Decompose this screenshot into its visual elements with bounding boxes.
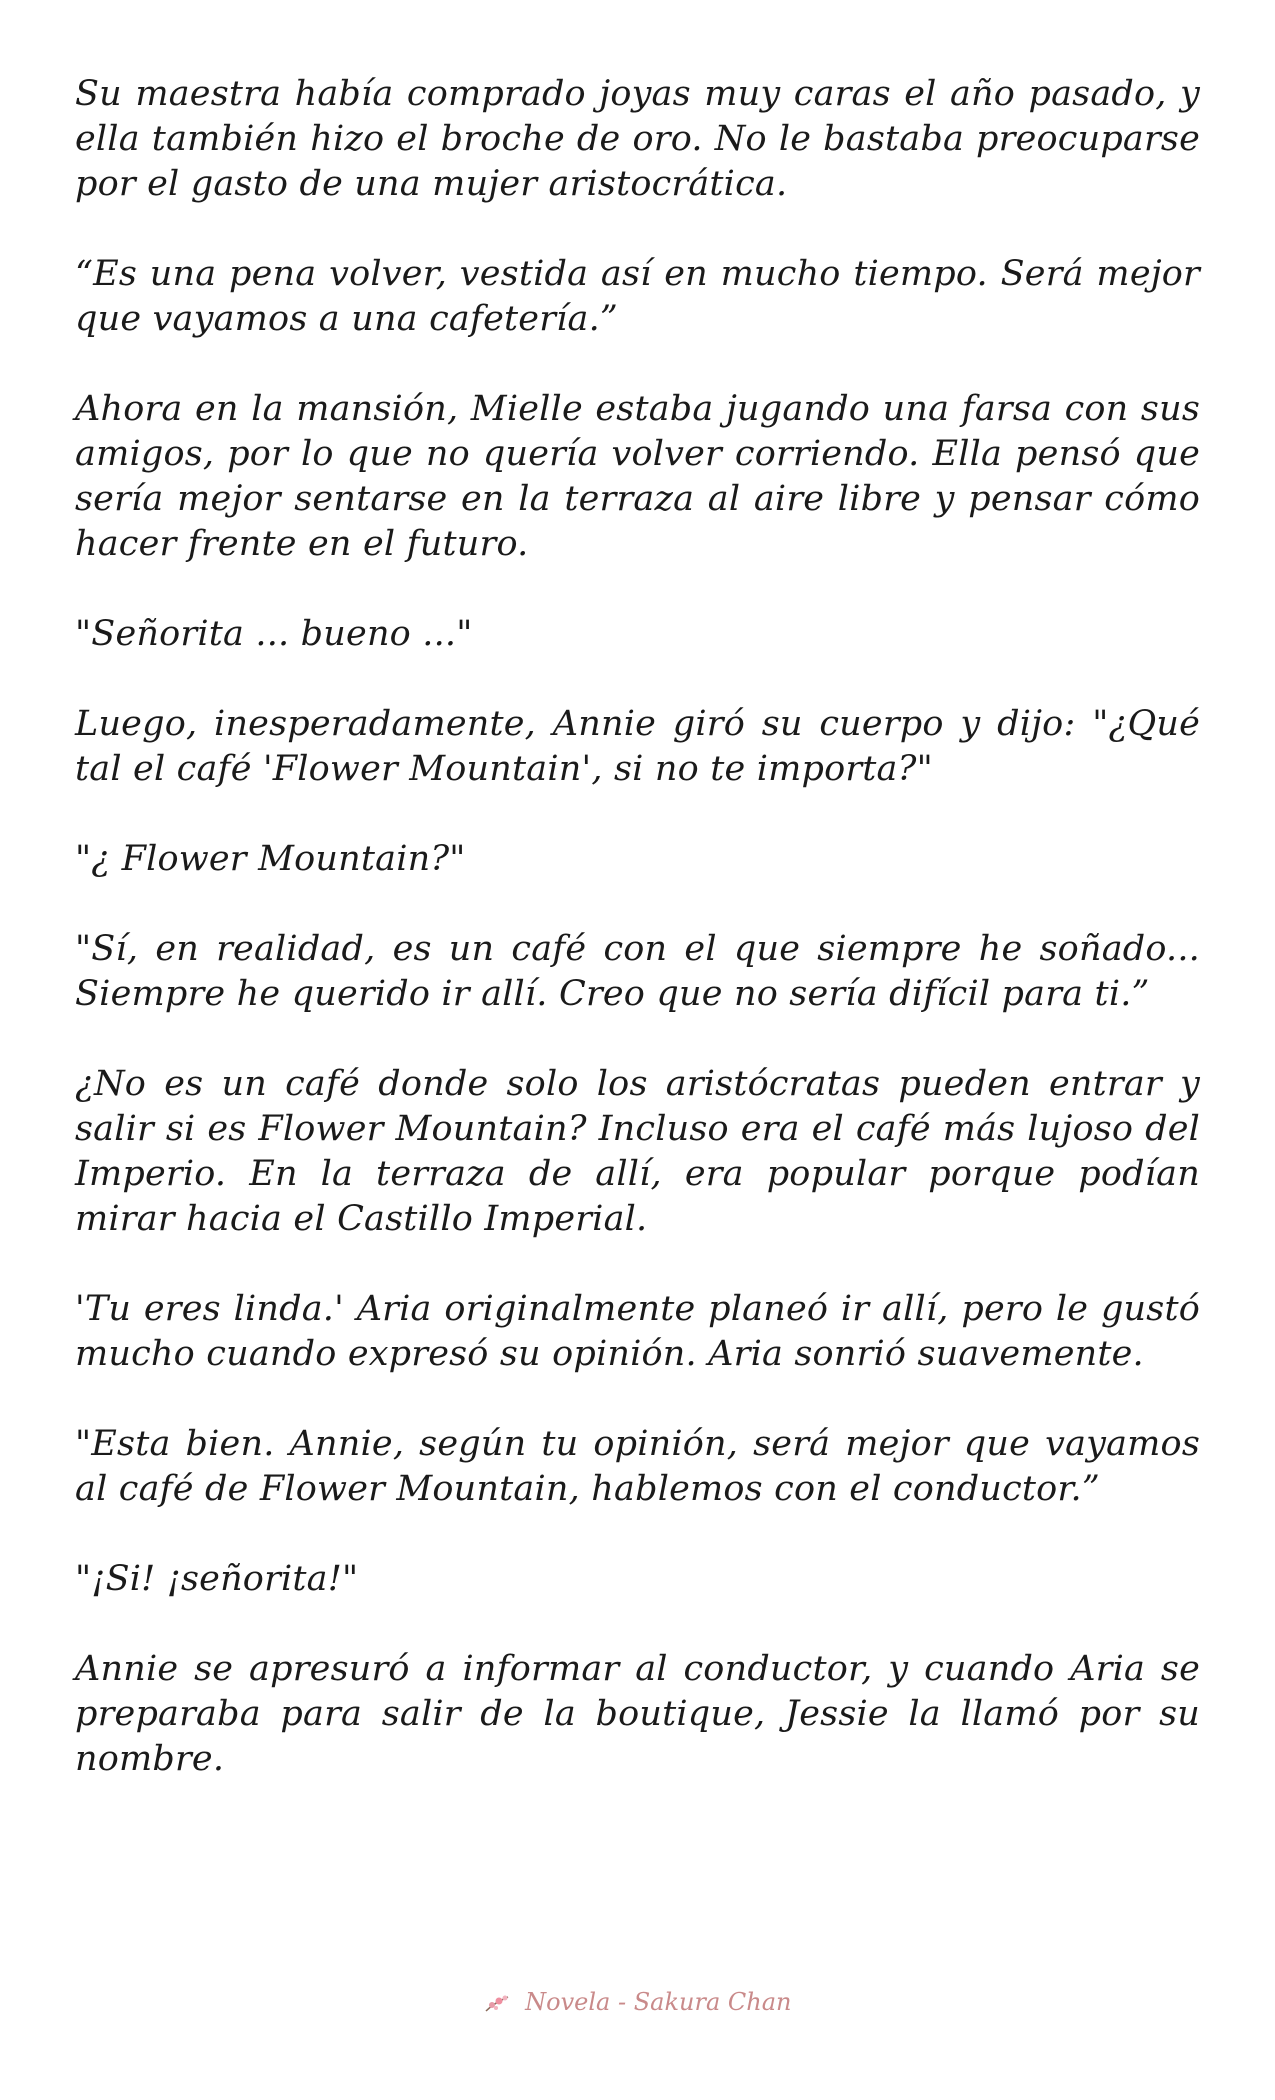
watermark-text: Novela - Sakura Chan [525,1988,792,2016]
paragraph-9: 'Tu eres linda.' Aria originalmente planeó ir allí, pero le gustó mucho cuando expresó su opinión. Aria sonrió suavemente. [75,1289,1200,1374]
paragraph-12: Annie se apresuró a informar al conductor, y cuando Aria se preparaba para salir de la boutique, Jessie la llamó por su nombre. [75,1649,1200,1779]
paragraph-3: Ahora en la mansión, Mielle estaba jugando una farsa con sus amigos, por lo que no quería volver corriendo. Ella pensó que sería mejor sentarse en la terraza al aire libre y pensar cómo hacer frente en el futuro. [75,389,1200,564]
paragraph-5: Luego, inesperadamente, Annie giró su cuerpo y dijo: "¿Qué tal el café 'Flower Mountain', si no te importa?" [75,704,1200,789]
paragraph-7: "Sí, en realidad, es un café con el que siempre he soñado... Siempre he querido ir allí. Creo que no sería difícil para ti.” [75,929,1200,1014]
paragraph-2: “Es una pena volver, vestida así en mucho tiempo. Será mejor que vayamos a una cafetería.” [75,254,1200,339]
paragraph-11: "¡Si! ¡señorita!" [75,1559,359,1599]
paragraph-4: "Señorita ... bueno ..." [75,614,473,654]
paragraph-6: "¿ Flower Mountain?" [75,839,466,879]
cherry-blossom-icon [484,1993,512,2015]
paragraph-10: "Esta bien. Annie, según tu opinión, será mejor que vayamos al café de Flower Mountain, hablemos con el conductor.” [75,1424,1200,1509]
paragraph-1: Su maestra había comprado joyas muy caras el año pasado, y ella también hizo el broche de oro. No le bastaba preocuparse por el gasto de una mujer aristocrática. [75,74,1200,204]
watermark [0,1988,1275,2016]
document-body [75,72,1200,1827]
paragraph-8: ¿No es un café donde solo los aristócratas pueden entrar y salir si es Flower Mountain? Incluso era el café más lujoso del Imperio. En la terraza de allí, era popular porque podían mirar hacia el Castillo Imperial. [75,1064,1200,1239]
